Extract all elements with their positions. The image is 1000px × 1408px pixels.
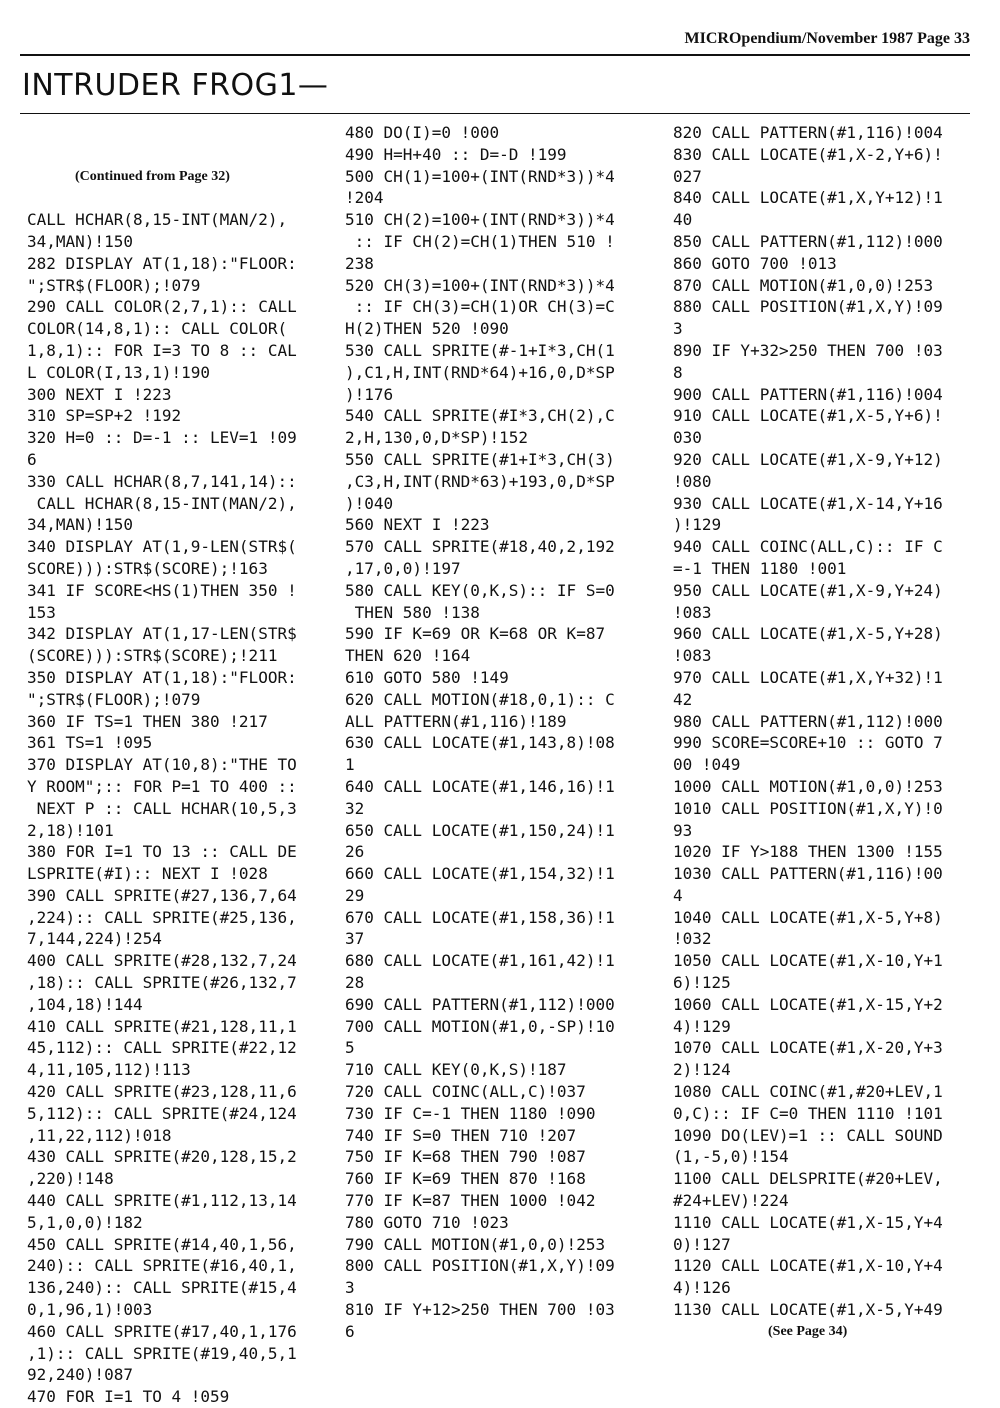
code-line: 1030 CALL PATTERN(#1,116)!00 — [673, 864, 943, 884]
code-line: 4)!129 — [673, 1016, 731, 1036]
code-line: 780 GOTO 710 !023 — [345, 1212, 509, 1232]
code-line: 0,C):: IF C=0 THEN 1110 !101 — [673, 1103, 943, 1123]
code-line: 680 CALL LOCATE(#1,161,42)!1 — [345, 951, 615, 971]
code-line: 880 CALL POSITION(#1,X,Y)!09 — [673, 297, 943, 317]
code-line: 28 — [345, 973, 365, 993]
code-line: 560 NEXT I !223 — [345, 515, 490, 535]
code-line: 5 — [345, 1038, 355, 1058]
code-line: 520 CH(3)=100+(INT(RND*3))*4 — [345, 275, 615, 295]
code-line: 900 CALL PATTERN(#1,116)!004 — [673, 384, 943, 404]
code-line: !032 — [673, 929, 712, 949]
code-line: LSPRITE(#I):: NEXT I !028 — [27, 864, 268, 884]
code-line: 640 CALL LOCATE(#1,146,16)!1 — [345, 776, 615, 796]
code-line: 00 !049 — [673, 755, 741, 775]
code-line: 960 CALL LOCATE(#1,X-5,Y+28) — [673, 624, 943, 644]
code-line: 660 CALL LOCATE(#1,154,32)!1 — [345, 864, 615, 884]
code-line: 40 — [673, 210, 693, 230]
code-line: 710 CALL KEY(0,K,S)!187 — [345, 1060, 567, 1080]
code-line: 670 CALL LOCATE(#1,158,36)!1 — [345, 907, 615, 927]
code-line: ";STR$(FLOOR);!079 — [27, 689, 201, 709]
code-line: 0)!127 — [673, 1234, 731, 1254]
code-line: 2,H,130,0,D*SP)!152 — [345, 428, 529, 448]
code-line: 840 CALL LOCATE(#1,X,Y+12)!1 — [673, 188, 943, 208]
code-line: 6 — [345, 1321, 355, 1341]
code-line: 610 GOTO 580 !149 — [345, 667, 509, 687]
code-line: 420 CALL SPRITE(#23,128,11,6 — [27, 1082, 297, 1102]
code-line: 980 CALL PATTERN(#1,112)!000 — [673, 711, 943, 731]
code-line: 440 CALL SPRITE(#1,112,13,14 — [27, 1191, 297, 1211]
code-line: THEN 580 !138 — [345, 602, 480, 622]
code-line: 1050 CALL LOCATE(#1,X-10,Y+1 — [673, 951, 943, 971]
code-line: 730 IF C=-1 THEN 1180 !090 — [345, 1103, 596, 1123]
code-line: 32 — [345, 798, 365, 818]
code-line: 1040 CALL LOCATE(#1,X-5,Y+8) — [673, 907, 943, 927]
code-line: 950 CALL LOCATE(#1,X-9,Y+24) — [673, 580, 943, 600]
code-line: COLOR(14,8,1):: CALL COLOR( — [27, 319, 288, 339]
code-line: 1 — [345, 755, 355, 775]
continued-note: (Continued from Page 32) — [75, 168, 230, 184]
code-column-3 — [673, 122, 973, 1343]
code-line: 2,18)!101 — [27, 820, 114, 840]
article-title: INTRUDER FROG1— — [22, 68, 329, 103]
code-line: 1000 CALL MOTION(#1,0,0)!253 — [673, 776, 943, 796]
code-line: 750 IF K=68 THEN 790 !087 — [345, 1147, 586, 1167]
code-line: 690 CALL PATTERN(#1,112)!000 — [345, 994, 615, 1014]
code-line: 850 CALL PATTERN(#1,112)!000 — [673, 231, 943, 251]
code-line: 620 CALL MOTION(#18,0,1):: C — [345, 689, 615, 709]
code-line: 580 CALL KEY(0,K,S):: IF S=0 — [345, 580, 615, 600]
code-line: ),C1,H,INT(RND*64)+16,0,D*SP — [345, 362, 615, 382]
code-line: 700 CALL MOTION(#1,0,-SP)!10 — [345, 1016, 615, 1036]
code-line: ,220)!148 — [27, 1169, 114, 1189]
code-line: 910 CALL LOCATE(#1,X-5,Y+6)! — [673, 406, 943, 426]
code-line: 570 CALL SPRITE(#18,40,2,192 — [345, 537, 615, 557]
code-line: L COLOR(I,13,1)!190 — [27, 362, 211, 382]
code-line: !080 — [673, 471, 712, 491]
code-line: ,104,18)!144 — [27, 994, 143, 1014]
code-line: 1070 CALL LOCATE(#1,X-20,Y+3 — [673, 1038, 943, 1058]
code-line: 030 — [673, 428, 702, 448]
code-line: 460 CALL SPRITE(#17,40,1,176 — [27, 1321, 297, 1341]
code-line: 42 — [673, 689, 693, 709]
code-line: 970 CALL LOCATE(#1,X,Y+32)!1 — [673, 667, 943, 687]
code-line: )!129 — [673, 515, 722, 535]
code-line: (SCORE))):STR$(SCORE);!211 — [27, 646, 278, 666]
code-line: 4,11,105,112)!113 — [27, 1060, 191, 1080]
code-line: 340 DISPLAY AT(1,9-LEN(STR$( — [27, 537, 297, 557]
code-line: 490 H=H+40 :: D=-D !199 — [345, 144, 567, 164]
code-line: 4 — [673, 885, 683, 905]
code-line: CALL HCHAR(8,15-INT(MAN/2), — [27, 210, 288, 230]
code-line: 93 — [673, 820, 693, 840]
code-line: =-1 THEN 1180 !001 — [673, 558, 847, 578]
code-line: 342 DISPLAY AT(1,17-LEN(STR$ — [27, 624, 297, 644]
code-line: 500 CH(1)=100+(INT(RND*3))*4 — [345, 166, 615, 186]
code-line: 380 FOR I=1 TO 13 :: CALL DE — [27, 842, 297, 862]
code-line: 2)!124 — [673, 1060, 731, 1080]
code-line: Y ROOM";:: FOR P=1 TO 400 :: — [27, 776, 297, 796]
code-line: 830 CALL LOCATE(#1,X-2,Y+6)! — [673, 144, 943, 164]
code-line: ,1):: CALL SPRITE(#19,40,5,1 — [27, 1343, 297, 1363]
code-line: 34,MAN)!150 — [27, 515, 133, 535]
code-line: ,17,0,0)!197 — [345, 558, 461, 578]
code-line: 37 — [345, 929, 365, 949]
code-line: 1110 CALL LOCATE(#1,X-15,Y+4 — [673, 1212, 943, 1232]
code-line: 510 CH(2)=100+(INT(RND*3))*4 — [345, 210, 615, 230]
code-line: 820 CALL PATTERN(#1,116)!004 — [673, 123, 943, 142]
code-line: 390 CALL SPRITE(#27,136,7,64 — [27, 885, 297, 905]
code-line: ,C3,H,INT(RND*63)+193,0,D*SP — [345, 471, 615, 491]
code-line: 890 IF Y+32>250 THEN 700 !03 — [673, 340, 943, 360]
code-line: 800 CALL POSITION(#1,X,Y)!09 — [345, 1256, 615, 1276]
code-line: SCORE))):STR$(SCORE);!163 — [27, 558, 268, 578]
code-line: 1100 CALL DELSPRITE(#20+LEV, — [673, 1169, 943, 1189]
code-line: 720 CALL COINC(ALL,C)!037 — [345, 1082, 586, 1102]
code-line: 361 TS=1 !095 — [27, 733, 153, 753]
code-line: 027 — [673, 166, 702, 186]
code-line: ,11,22,112)!018 — [27, 1125, 172, 1145]
code-line: 6 — [27, 449, 37, 469]
code-line: 240):: CALL SPRITE(#16,40,1, — [27, 1256, 297, 1276]
code-line: 990 SCORE=SCORE+10 :: GOTO 7 — [673, 733, 943, 753]
code-line: 790 CALL MOTION(#1,0,0)!253 — [345, 1234, 606, 1254]
code-line: 430 CALL SPRITE(#20,128,15,2 — [27, 1147, 297, 1167]
running-header: MICROpendium/November 1987 Page 33 — [684, 30, 970, 47]
code-line: 870 CALL MOTION(#1,0,0)!253 — [673, 275, 934, 295]
code-line: 26 — [345, 842, 365, 862]
code-line: 29 — [345, 885, 365, 905]
code-line: !083 — [673, 646, 712, 666]
code-line: 1020 IF Y>188 THEN 1300 !155 — [673, 842, 943, 862]
code-line: )!176 — [345, 384, 394, 404]
code-line: 300 NEXT I !223 — [27, 384, 172, 404]
code-line: 530 CALL SPRITE(#-1+I*3,CH(1 — [345, 340, 615, 360]
code-line: 630 CALL LOCATE(#1,143,8)!08 — [345, 733, 615, 753]
code-line: 590 IF K=69 OR K=68 OR K=87 — [345, 624, 606, 644]
code-line: 930 CALL LOCATE(#1,X-14,Y+16 — [673, 493, 943, 513]
code-line: 480 DO(I)=0 !000 — [345, 123, 500, 142]
code-line: )!040 — [345, 493, 394, 513]
code-line: H(2)THEN 520 !090 — [345, 319, 509, 339]
code-line: 0,1,96,1)!003 — [27, 1300, 153, 1320]
code-line: 330 CALL HCHAR(8,7,141,14):: — [27, 471, 297, 491]
code-line: 1010 CALL POSITION(#1,X,Y)!0 — [673, 798, 943, 818]
code-line: 320 H=0 :: D=-1 :: LEV=1 !09 — [27, 428, 297, 448]
code-line: 400 CALL SPRITE(#28,132,7,24 — [27, 951, 297, 971]
code-line: ,224):: CALL SPRITE(#25,136, — [27, 907, 297, 927]
code-line: 1,8,1):: FOR I=3 TO 8 :: CAL — [27, 340, 297, 360]
code-line: 1080 CALL COINC(#1,#20+LEV,1 — [673, 1082, 943, 1102]
code-line: 45,112):: CALL SPRITE(#22,12 — [27, 1038, 297, 1058]
code-line: 5,112):: CALL SPRITE(#24,124 — [27, 1103, 297, 1123]
code-line: 410 CALL SPRITE(#21,128,11,1 — [27, 1016, 297, 1036]
code-line: 8 — [673, 362, 683, 382]
code-column-2 — [345, 122, 645, 1343]
code-line: 290 CALL COLOR(2,7,1):: CALL — [27, 297, 297, 317]
code-line: 6)!125 — [673, 973, 731, 993]
code-line: 341 IF SCORE<HS(1)THEN 350 ! — [27, 580, 297, 600]
code-column-1 — [27, 122, 327, 1408]
code-line: 450 CALL SPRITE(#14,40,1,56, — [27, 1234, 297, 1254]
code-line: 1130 CALL LOCATE(#1,X-5,Y+49 — [673, 1300, 943, 1320]
code-line: 770 IF K=87 THEN 1000 !042 — [345, 1191, 596, 1211]
code-line: 760 IF K=69 THEN 870 !168 — [345, 1169, 586, 1189]
code-line: 540 CALL SPRITE(#I*3,CH(2),C — [345, 406, 615, 426]
code-line: 1120 CALL LOCATE(#1,X-10,Y+4 — [673, 1256, 943, 1276]
code-line: 310 SP=SP+2 !192 — [27, 406, 182, 426]
code-line: 3 — [673, 319, 683, 339]
code-line: 550 CALL SPRITE(#1+I*3,CH(3) — [345, 449, 615, 469]
code-line: #24+LEV)!224 — [673, 1191, 789, 1211]
title-rule — [20, 113, 970, 114]
code-line: 238 — [345, 253, 374, 273]
code-line: 4)!126 — [673, 1278, 731, 1298]
code-line: 350 DISPLAY AT(1,18):"FLOOR: — [27, 667, 297, 687]
code-line: 360 IF TS=1 THEN 380 !217 — [27, 711, 268, 731]
code-line: ,18):: CALL SPRITE(#26,132,7 — [27, 973, 297, 993]
code-line: 34,MAN)!150 — [27, 231, 133, 251]
code-line: 282 DISPLAY AT(1,18):"FLOOR: — [27, 253, 297, 273]
code-line: 810 IF Y+12>250 THEN 700 !03 — [345, 1300, 615, 1320]
code-line: :: IF CH(3)=CH(1)OR CH(3)=C — [345, 297, 615, 317]
code-line: 470 FOR I=1 TO 4 !059 — [27, 1387, 230, 1407]
code-line: 153 — [27, 602, 56, 622]
code-line: 1060 CALL LOCATE(#1,X-15,Y+2 — [673, 994, 943, 1014]
code-line: 1090 DO(LEV)=1 :: CALL SOUND — [673, 1125, 943, 1145]
code-line: ALL PATTERN(#1,116)!189 — [345, 711, 567, 731]
code-line: !204 — [345, 188, 384, 208]
code-line: !083 — [673, 602, 712, 622]
code-line: 136,240):: CALL SPRITE(#15,4 — [27, 1278, 297, 1298]
code-line: 5,1,0,0)!182 — [27, 1212, 143, 1232]
code-line: 92,240)!087 — [27, 1365, 133, 1385]
code-line: CALL HCHAR(8,15-INT(MAN/2), — [27, 493, 297, 513]
code-line: ";STR$(FLOOR);!079 — [27, 275, 201, 295]
code-line: NEXT P :: CALL HCHAR(10,5,3 — [27, 798, 297, 818]
code-line: :: IF CH(2)=CH(1)THEN 510 ! — [345, 231, 615, 251]
code-line: 3 — [345, 1278, 355, 1298]
code-line: 940 CALL COINC(ALL,C):: IF C — [673, 537, 943, 557]
code-line: 7,144,224)!254 — [27, 929, 162, 949]
code-line: (1,-5,0)!154 — [673, 1147, 789, 1167]
code-line: THEN 620 !164 — [345, 646, 471, 666]
see-next-note: (See Page 34) — [768, 1323, 848, 1339]
code-line: 920 CALL LOCATE(#1,X-9,Y+12) — [673, 449, 943, 469]
code-line: 860 GOTO 700 !013 — [673, 253, 837, 273]
code-line: 650 CALL LOCATE(#1,150,24)!1 — [345, 820, 615, 840]
code-line: 740 IF S=0 THEN 710 !207 — [345, 1125, 577, 1145]
header-rule — [20, 54, 970, 56]
code-line: 370 DISPLAY AT(10,8):"THE TO — [27, 755, 297, 775]
